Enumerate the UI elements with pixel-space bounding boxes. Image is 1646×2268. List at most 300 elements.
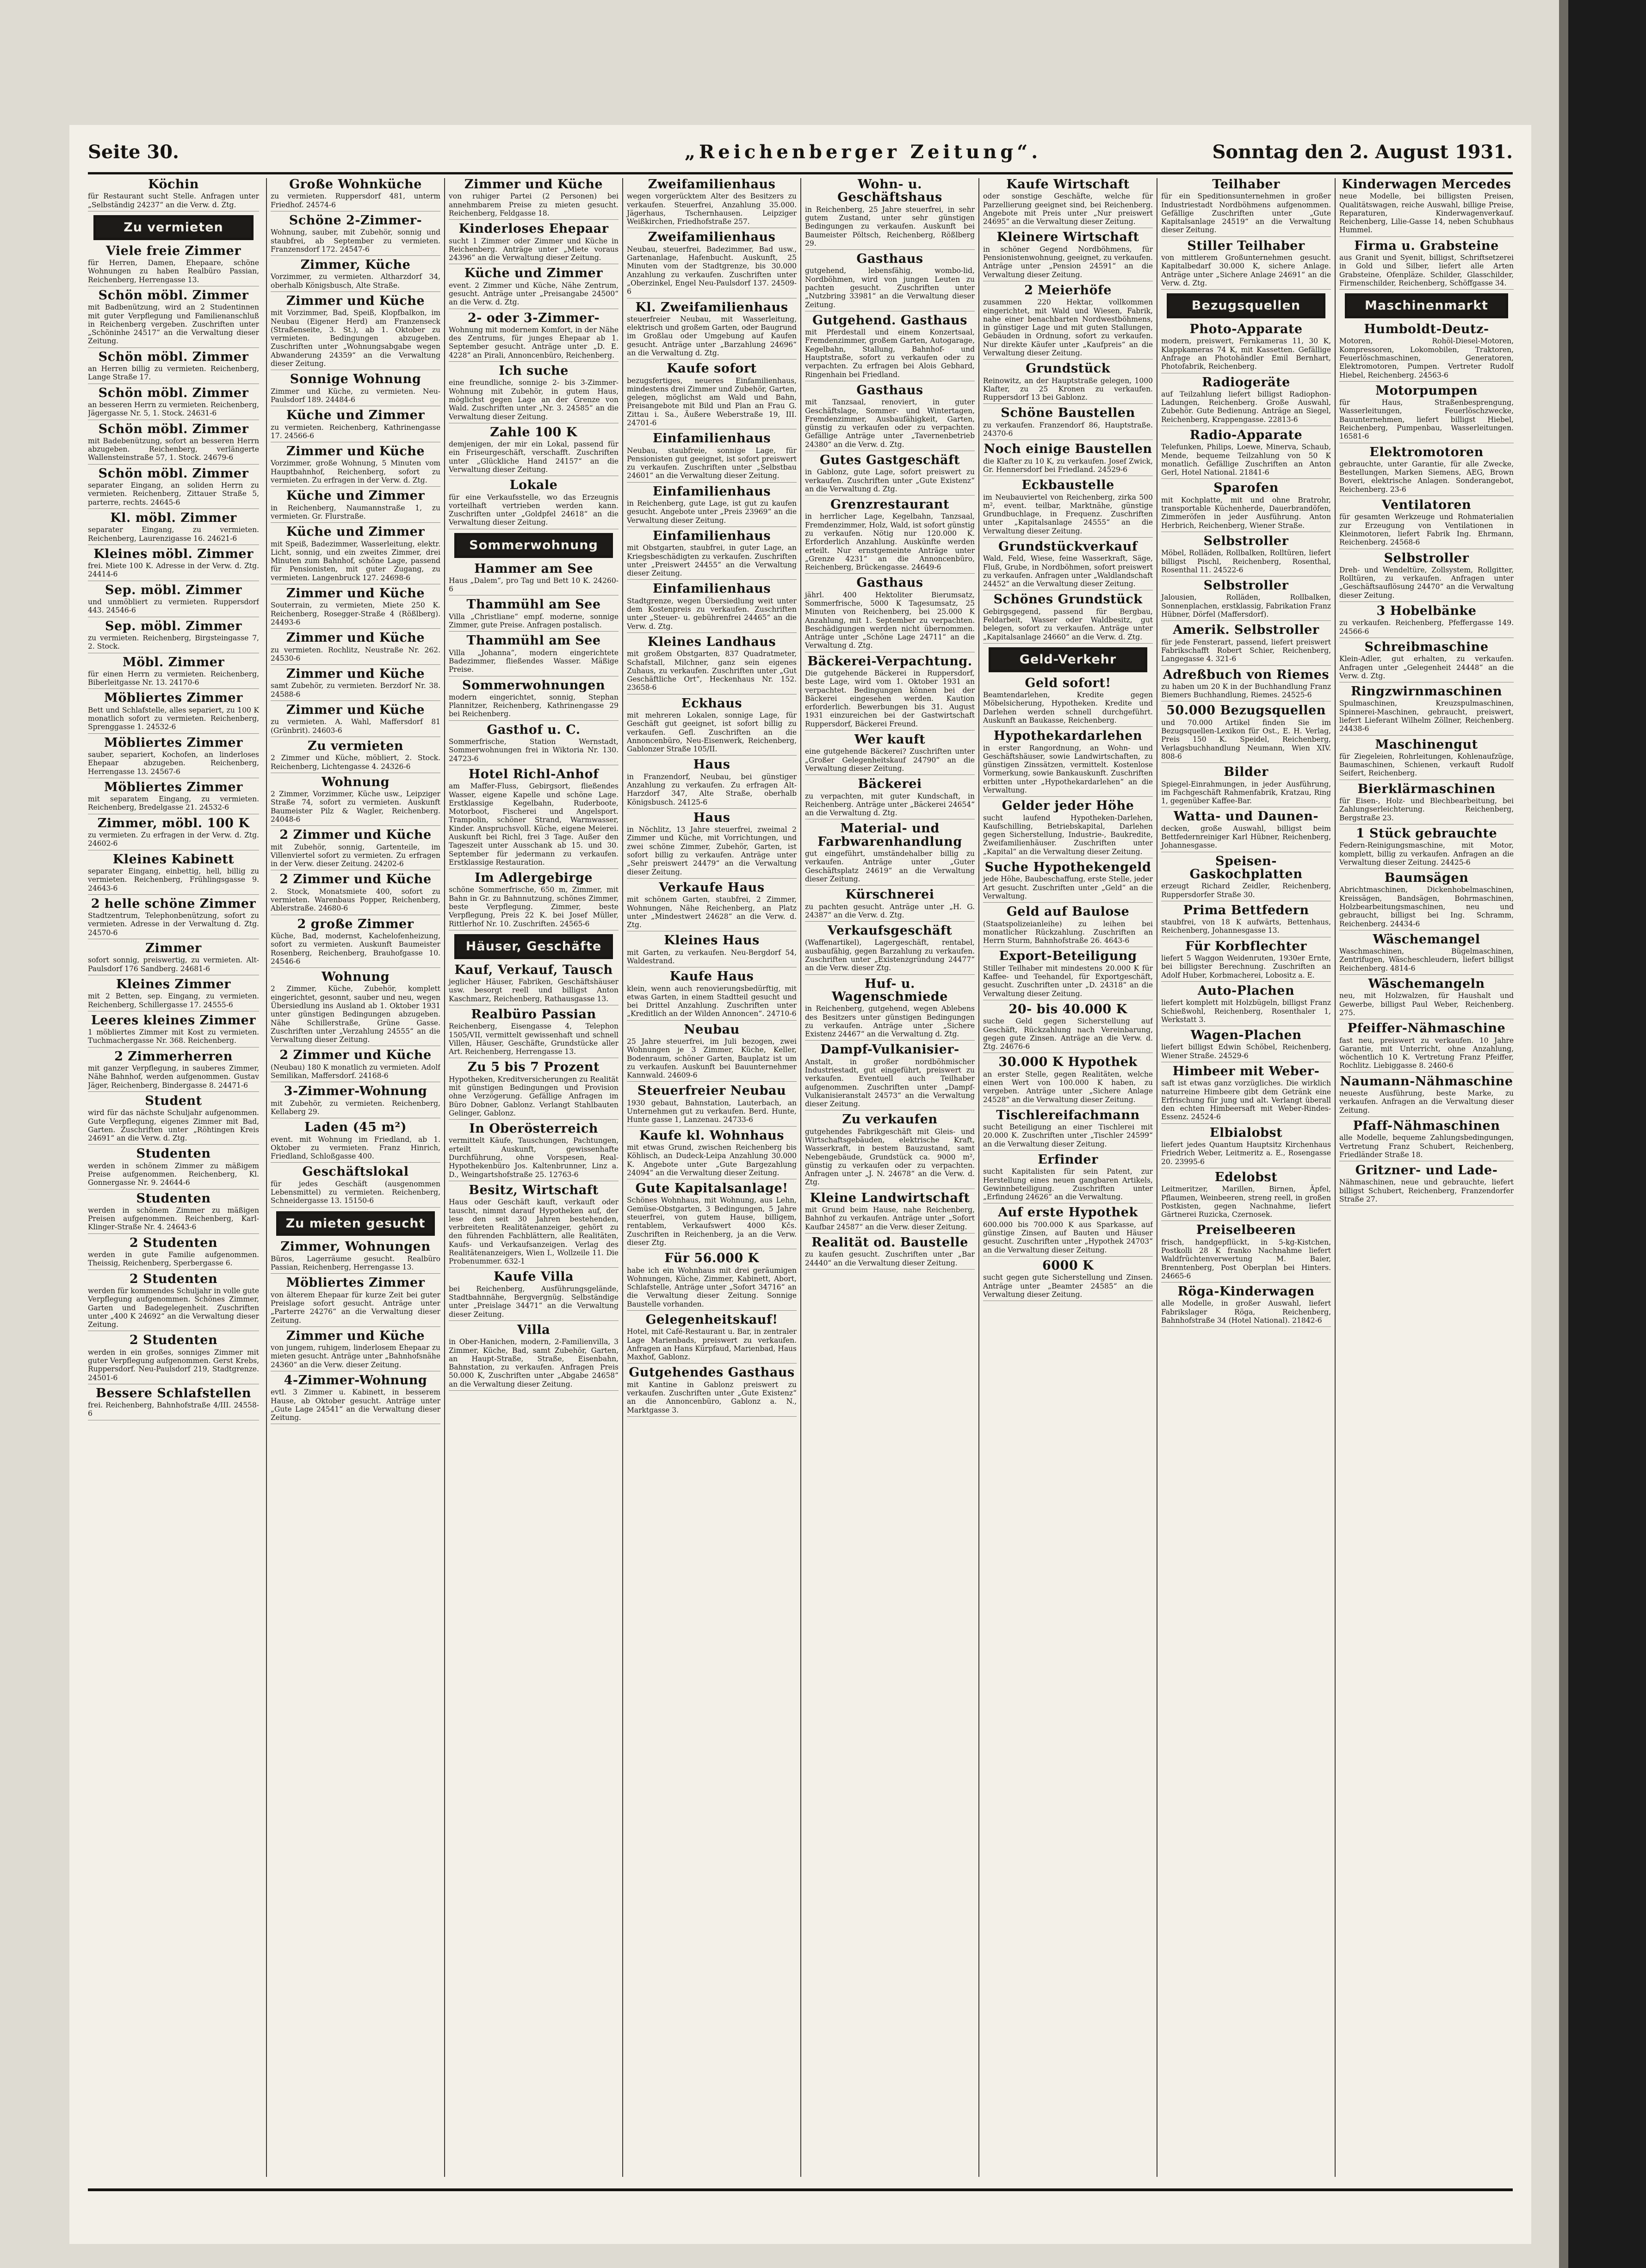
ad-heading: Kaufe Villa [493,1270,574,1284]
ad-heading: Bilder [1224,765,1269,780]
classified-ad [627,1023,797,1082]
ad-heading: 3-Zimmer-Wohnung [284,1084,427,1099]
ad-body: Leitmeritzer, Marillen, Birnen, Äpfel, Pflaumen, Weinbeeren, streng reell, in großen Postkisten, gegen Nachnahme, liefert Gärtnerei Ruzicka, Czernosek. [1161,1185,1331,1219]
classified-ad [449,1324,619,1391]
ad-heading: Auf erste Hypothek [998,1205,1138,1220]
ad-body: 2 Zimmer und Küche, möbliert, 2. Stock. Reichenberg, Lichtengasse 4. 24326-6 [271,754,440,771]
ad-body: vermittelt Käufe, Tauschungen, Pachtungen, erteilt Auskunft, gewissenhafte Durchführung, ohne Vorspesen, Real-Hypothekenbüro Jos. Kaltenbrunner, Linz a. D., Weingartshofstraße 25. 12763-6 [449,1136,619,1179]
classified-ad [805,384,975,451]
ad-heading: Möbliertes Zimmer [286,1276,425,1290]
classified-ad [271,1240,440,1274]
classified-ad [1339,552,1514,602]
ad-heading: Geschäftslokal [302,1165,409,1179]
ad-heading: Schön möbl. Zimmer [98,385,249,400]
classified-ad [271,373,440,406]
classified-ad [805,178,975,250]
ad-body: Stiller Teilhaber mit mindestens 20.000 K für Kaffee- und Teehandel, für Exportgeschäft, gesucht. Zuschriften unter „D. 24318“ an die Verwaltung dieser Zeitung. [983,964,1153,998]
classified-ad [627,881,797,931]
classified-ad [805,733,975,775]
classified-ad [1161,1029,1331,1062]
ad-heading: Zimmer, Wohnungen [280,1239,431,1254]
ad-body: zusammen 220 Hektar, vollkommen eingerichtet, mit Wald und Wiesen, Fabrik, nahe einer benachbarten Nordwestböhmens, in günstiger Lage und mit guten Stallungen, Gebäuden in Ordnung, sofort zu verkaufen. Nur direkte Käufer unter „Kaufpreis“ an die Verwaltung dieser Zeitung. [983,298,1153,357]
classified-ad [449,563,619,596]
column-5 [800,178,975,2177]
ad-body: mit Kantine in Gablonz preiswert zu verkaufen. Zuschriften unter „Gute Existenz“ an die Annoncenbüro, Gablonz a. N., Marktgasse 3. [627,1380,797,1414]
classified-ad [449,964,619,1005]
ad-body: gebrauchte, unter Garantie, für alle Zwecke, Bestellungen, Marken Siemens, AEG, Brown Boveri, elektrische Anlagen. Sonderangebot, Reichenberg. 23-6 [1339,459,1514,494]
ad-body: zu verkaufen. Reichenberg, Pfeffergasse 149. 24566-6 [1339,619,1514,636]
classified-ad [983,593,1153,643]
ad-body: zu haben um 20 K in der Buchhandlung Franz Biemers Buchhandlung, Riemes. 24525-6 [1161,682,1331,700]
classified-ad [88,1192,259,1234]
classified-ad [627,231,797,298]
ad-heading: 2 helle schöne Zimmer [91,896,256,911]
classified-ad [449,1008,619,1058]
ad-heading: Gasthaus [856,576,923,590]
ad-heading: Röga-Kinderwagen [1177,1284,1315,1299]
ad-heading: Studenten [136,1146,211,1161]
classified-ad [805,1192,975,1233]
ad-body: gutgehendes Fabrikgeschäft mit Gleis- und Wirtschaftsgebäuden, elektrische Kraft, Wasserkraft, in bestem Bauzustand, samt Nebengebäude, Grundstück ca. 9000 m², günstig zu verkaufen oder zu verpachten. Anfragen unter „J. N. 24678“ an die Verw. d. Ztg. [805,1127,975,1187]
ad-heading: Preiselbeeren [1196,1223,1296,1238]
ad-heading: Laden (45 m²) [304,1120,407,1135]
book-spine [1559,0,1646,2268]
ad-body: Stadtgrenze, wegen Übersiedlung weit unter dem Kostenpreis zu verkaufen. Zuschriften unter „Steuer- u. gebührenfrei 24465“ an die Verw. d. Ztg. [627,596,797,631]
classified-ad [983,730,1153,797]
section-banner: Sommerwohnung [454,533,613,558]
ad-body: modern, preiswert, Fernkameras 11, 30 K, Klappkameras 74 K, mit Kassetten. Gefällige Anfrage an Photohändler Emil Bernhart, Photofabrik, Reichenberg. [1161,337,1331,371]
ad-heading: Gute Kapitalsanlage! [635,1181,788,1196]
ad-body: Jalousien, Rolläden, Rollbalken, Sonnenplachen, erstklassig, Fabrikation Franz Hübner, Dörfel (Maffersdorf). [1161,593,1331,619]
classified-ad [805,888,975,922]
ad-heading: Adreßbuch von Riemes [1163,667,1330,682]
classified-ad [983,1109,1153,1151]
ad-body: Reichenberg, Eisengasse 4, Telephon 1505/VII, vermittelt gewissenhaft und schnell Villen, Häuser, Geschäfte, Grundstücke aller Art. Reichenberg, Herrengasse 13. [449,1022,619,1056]
ad-body: zu vermieten. Ruppersdorf 481, unterm Friedhof. 24574-6 [271,192,440,209]
ad-heading: Einfamilienhaus [652,528,771,543]
classified-ad [88,1014,259,1047]
ad-body: sucht laufend Hypotheken-Darlehen, Kaufschilling, Betriebskapital, Darlehen gegen Sicherstellung, Industrie-, Baukredite, Zweifamilienhäuser. Zuschriften unter „Kapital“ an die Verwaltung dieser Zeitung. [983,813,1153,856]
classified-ad [1161,1065,1331,1124]
ad-body: an erster Stelle, gegen Realitäten, welche einen Wert von 100.000 K haben, zu vergeben. Anträge unter „Sichere Anlage 24528“ an die Verwaltung dieser Zeitung. [983,1070,1153,1104]
ad-body: werden in gute Familie aufgenommen. Theissig, Reichenberg, Sperbergasse 6. [88,1251,259,1268]
page-header [69,141,1531,169]
ad-body: Telefunken, Philips, Loewe, Minerva, Schaub, Mende, bequeme Teilzahlung von 50 K monatlich. Gefällige Zuschriften an Anton Gerl, Hotel National. 21841-6 [1161,443,1331,477]
ad-body: Bett und Schlafstelle, alles separiert, zu 100 K monatlich sofort zu vermieten. Reichenberg, Sprenggasse 1. 24532-6 [88,706,259,731]
classified-ad [1161,904,1331,937]
ad-body: für eine Verkaufsstelle, wo das Erzeugnis vorteilhaft vertrieben werden kann. Zuschriften unter „Goldpfel 24618“ an die Verwaltung dieser Zeitung. [449,493,619,527]
ad-heading: Watta- und Daunen- [1173,809,1319,824]
ad-heading: Kaufe kl. Wohnhaus [639,1128,784,1143]
ad-body: mit 2 Betten, sep. Eingang, zu vermieten. Reichenberg, Schillergasse 17. 24555-6 [88,992,259,1009]
ad-body: oder sonstige Geschäfte, welche für Parzellierung geeignet sind, bei Reichenberg. Angebote mit Preis unter „Nur preiswert 24695“ an die Verwaltung dieser Zeitung. [983,192,1153,226]
ad-heading: Wohnung [321,775,390,789]
classified-ad [88,978,259,1011]
ad-heading: Kleine Landwirtschaft [810,1190,970,1205]
ad-heading: Noch einige Baustellen [984,442,1152,457]
ad-heading: Haus [693,757,730,772]
ad-heading: Kürschnerei [845,887,934,902]
ad-heading: Kaufe sofort [667,361,757,376]
ad-heading: Schönes Grundstück [993,592,1143,607]
ad-body: event. mit Wohnung im Friedland, ab 1. Oktober zu vermieten. Franz Hinrich, Friedland, Schloßgasse 400. [271,1135,440,1161]
ad-heading: Möbliertes Zimmer [104,735,243,750]
ad-heading: Gasthaus [856,252,923,266]
ad-body: sucht 1 Zimmer oder Zimmer und Küche in Reichenberg. Anträge unter „Miete voraus 24396“ an die Verwaltung dieser Zeitung. [449,236,619,262]
ad-heading: Zweifamilienhaus [648,178,776,192]
classified-ad [1339,641,1514,682]
ad-body: saft ist etwas ganz vorzügliches. Die wirklich naturreine Himbeere gibt dem Getränk eine Erfrischung für jung und alt. Verlangt überall den echten Himbeersaft mit Weber-Rindes-Essenz. 24524-6 [1161,1079,1331,1122]
ad-body: neu, mit Holzwalzen, für Haushalt und Gewerbe, billigst Paul Weber, Reichenberg. 275. [1339,991,1514,1017]
ad-heading: Baumsägen [1384,871,1469,886]
ad-body: alle Modelle, bequeme Zahlungsbedingungen, Vertretung Franz Schubert, Reichenberg, Friedländer Straße 18. [1339,1134,1514,1159]
ad-heading: Edelobst [1214,1170,1278,1184]
ad-heading: Zimmer, Küche [300,258,411,273]
ad-heading: Einfamilienhaus [652,484,771,499]
classified-ad [449,178,619,220]
ad-heading: Gasthof u. C. [487,722,581,737]
column-7 [1157,178,1331,2177]
classified-ad [1161,1285,1331,1327]
ad-heading: Gelegenheitskauf! [645,1312,778,1327]
classified-ad [1339,323,1514,382]
classified-ad [88,548,259,581]
ad-heading: 2 Studenten [129,1333,218,1348]
ad-body: Stadtzentrum, Telephonbenützung, sofort zu vermieten. Adresse in der Verwaltung d. Ztg. 24570-6 [88,911,259,937]
ad-heading: Schön möbl. Zimmer [98,349,249,364]
ad-body: (Neubau) 180 K monatlich zu vermieten. Adolf Semilikan, Maffersdorf. 24168-6 [271,1063,440,1080]
ad-body: von älterem Ehepaar für kurze Zeit bei guter Preislage sofort gesucht. Anträge unter „Parterre 24276“ an die Verwaltung dieser Zeitung. [271,1290,440,1325]
ad-heading: Zimmer und Küche [464,178,603,192]
ad-heading: Gritzner- und Lade- [1355,1163,1498,1178]
ad-body: jeglicher Häuser, Fabriken, Geschäftshäuser usw. besorgt reell und billigst Anton Kaschmarz, Reichenberg, Rathausgasse 13. [449,978,619,1003]
classified-ad [983,1056,1153,1106]
ad-heading: Eckbaustelle [1021,478,1114,493]
classified-ad [271,1085,440,1118]
ad-body: mit Vorzimmer, Bad, Speiß, Klopfbalkon, im Neubau (Eigener Herd) am Franzenseck (Straßenseite, 3. St.), ab 1. Oktober zu vermieten. Bedingungen abzugeben. Zuschriften unter „Wohnungsabgabe wegen Abwanderung 24359“ an die Verwaltung dieser Zeitung. [271,309,440,368]
classified-ad [449,1122,619,1181]
ad-heading: Firma u. Grabsteine [1354,238,1499,253]
page-number: Seite 30. [88,141,179,163]
ad-heading: Bäckerei-Verpachtung. [807,654,972,669]
classified-ad [449,365,619,423]
ad-body: Neubau, staubfreie, sonnige Lage, für Pensionisten gut geeignet, ist sofort preiswert zu verkaufen. Zuschriften unter „Selbstbau 24601“ an die Verwaltung dieser Zeitung. [627,446,797,480]
ad-body: für gesamten Werkzeuge und Rohmaterialien zur Erzeugung von Ventilationen in Kleinmotoren, liefert Fabrik Ing. Ehrmann, Reichenberg. 24568-6 [1339,513,1514,547]
ad-heading: Zimmer, möbl. 100 K [97,816,250,830]
ad-heading: Köchin [148,178,199,192]
ad-heading: Zimmer und Küche [286,702,425,717]
ad-heading: 2 Studenten [129,1235,218,1250]
classified-ad [1161,1171,1331,1221]
ad-body: zu verkaufen. Franzendorf 86, Hauptstraße. 24370-6 [983,421,1153,438]
ad-heading: Teilhaber [1212,178,1280,192]
ad-body: werden in schönem Zimmer zu mäßigem Preise aufgenommen. Reichenberg, Kl. Gonnergasse Nr. 9. 24644-6 [88,1161,259,1187]
classified-ad [805,1043,975,1110]
classified-ad [449,1061,619,1120]
classified-ad [983,178,1153,228]
classified-ad [449,768,619,869]
ad-heading: Thammühl am See [466,597,601,612]
ad-body: für einen Herrn zu vermieten. Reichenberg, Biberleitgasse Nr. 13. 24170-6 [88,669,259,687]
ad-body: in herrlicher Lage, Kegelbahn, Tanzsaal, Fremdenzimmer, Holz, Wald, ist sofort günstig zu verkaufen. Nötig nur 120.000 K. Erforderlich Anzahlung. Auskünfte werden erteilt. Nur ernstgemeinte Anträge unter „Grenze 4231“ an die Annoncenbüro, Reichenberg, Brückengasse. 24649-6 [805,512,975,572]
classified-ad [449,634,619,676]
classified-ad [1161,178,1331,237]
classified-ad [88,1387,259,1420]
ad-body: Beamtendarlehen, Kredite gegen Möbelsicherung, Hypotheken. Kredite und Darlehen werden schnell durchgeführt. Auskunft an Baukasse, Reichenberg. [983,691,1153,725]
spine-edge [1559,0,1568,2268]
classified-ad [983,861,1153,903]
ad-heading: Schön möbl. Zimmer [98,421,249,436]
ad-body: Küche, Bad, modernst, Kachelofenheizung, sofort zu vermieten. Auskunft Baumeister Rosenberg, Reichenberg, Brauhofgasse 10. 24546-6 [271,931,440,966]
ad-body: jede Höhe, Baubeschaffung, erste Stelle, jeder Art gesucht. Zuschriften unter „Geld“ an die Verwaltung. [983,875,1153,900]
ad-body: 2 Zimmer, Vorzimmer, Küche usw., Leipziger Straße 74, sofort zu vermieten. Auskunft Baumeister Pilz & Wagler, Reichenberg. 24048-6 [271,790,440,824]
classified-ad [983,407,1153,440]
classified-ad [805,576,975,652]
classified-ad [983,362,1153,404]
ad-body: liefert 5 Waggon Weidenruten, 1930er Ernte, bei billigster Berechnung. Zuschriften an Adolf Huber, Korbmacherei, Lobositz a. E. [1161,954,1331,979]
classified-ad [271,740,440,773]
ad-heading: Gasthaus [856,383,923,397]
ad-heading: Schön möbl. Zimmer [98,466,249,481]
ad-heading: 6000 K [1042,1258,1094,1273]
classified-ad [271,829,440,870]
classified-ad [88,737,259,778]
ad-heading: Möbl. Zimmer [122,655,225,669]
issue-date: Sonntag den 2. August 1931. [1212,141,1513,163]
ad-body: Federn-Reinigungsmaschine, mit Motor, komplett, billig zu verkaufen. Anfragen an die Verwaltung dieser Zeitung. 24425-6 [1339,841,1514,867]
ad-body: Villa „Johanna“, modern eingerichtete Badezimmer, fließendes Wasser. Mäßige Preise. [449,648,619,674]
ad-heading: Wohn- u. Geschäftshaus [837,178,942,205]
classified-ad [271,259,440,292]
classified-ad [271,971,440,1046]
ad-heading: 4-Zimmer-Wohnung [284,1373,427,1388]
classified-ad [627,301,797,360]
ad-body: zu vermieten. Zu erfragen in der Verw. d. Ztg. 24602-6 [88,831,259,848]
ad-heading: Eckhaus [681,696,743,711]
ad-heading: Kleines Zimmer [116,977,231,991]
ad-heading: Gutgehend. Gasthaus [812,313,968,328]
ad-body: demjenigen, der mir ein Lokal, passend für ein Friseurgeschäft, verschafft. Zuschriften unter „Glückliche Hand 24157“ an die Verwaltung dieser Zeitung. [449,440,619,474]
ad-body: fast neu, preiswert zu verkaufen. 10 Jahre Garantie, mit Unterricht, ohne Anzahlung, wöchentlich 10 K. Vertretung Franz Pfeiffer, Rochlitz. Liebiggasse 8. 2460-6 [1339,1036,1514,1070]
classified-ad [627,812,797,879]
ad-body: zu vermieten. Reichenberg, Kathrinengasse 17. 24566-6 [271,423,440,440]
ad-heading: 2 Zimmer und Küche [279,1048,432,1063]
ad-body: frisch, handgepflückt, in 5-kg-Kistchen, Postkolli 28 K franko Nachnahme liefert Waldfrüchtenverwertung M. Baier, Brenntenberg, Post Oberplan bei Hinters. 24665-6 [1161,1238,1331,1280]
ad-body: in schöner Gegend Nordböhmens, für Pensionistenwohnung, geeignet, zu verkaufen. Anträge unter „Pension 24591“ an die Verwaltung dieser Zeitung. [983,245,1153,279]
classified-ad [88,178,259,211]
ad-heading: Ventilatoren [1381,498,1472,513]
classified-ad [627,485,797,527]
ad-heading: Zweifamilienhaus [648,230,776,245]
ad-heading: 3 Hobelbänke [1376,603,1477,618]
ad-heading: Kinderwagen Mercedes [1342,178,1511,192]
ad-body: mit Tanzsaal, renoviert, in guter Geschäftslage, Sommer- und Wintertagen, Fremdenzimmer, Ausbaufähigkeit, Garten, günstig zu verkaufen oder zu verpachten. Gefällige Anträge unter „Tavernenbetrieb 24380“ an die Verw. d. Ztg. [805,398,975,449]
ad-body: event. 2 Zimmer und Küche, Nähe Zentrum, gesucht. Anträge unter „Preisangabe 24500“ an die Verw. d. Ztg. [449,281,619,307]
ad-body: an besseren Herrn zu vermieten. Reichenberg, Jägergasse Nr. 5, 1. Stock. 24631-6 [88,400,259,418]
ad-heading: 2 Zimmer und Küche [279,828,432,843]
classified-ad [449,1184,619,1268]
classified-ad [449,679,619,721]
ad-body: samt Zubehör, zu vermieten. Berzdorf Nr. 38. 24588-6 [271,682,440,699]
ad-body: sucht Kapitalisten für sein Patent, zur Herstellung eines neuen gangbaren Artikels, Gewinnbeteiligung. Zuschriften unter „Erfindung 24626“ an die Verwaltung. [983,1167,1153,1202]
ad-body: Möbel, Rolläden, Rollbalken, Rolltüren, liefert billigst Pischl, Reichenberg, Rosenthal, Rosenthal 11. 24522-6 [1161,549,1331,574]
ad-heading: Einfamilienhaus [652,431,771,446]
ad-body: in Reichenberg, Naumannstraße 1, zu vermieten. Gr. Flurstraße. [271,503,440,521]
ad-heading: Prima Bettfedern [1183,903,1309,917]
ad-body: Schönes Wohnhaus, mit Wohnung, aus Lehn, Gemüse-Obstgarten, 3 Bedingungen, 5 Jahre steuerfrei, von gutem Hause, billigem, rentablem, Verkaufswert 4000 Kčs. Zuschriften in Reichenberg, ja an die Verw. dieser Ztg. [627,1196,797,1247]
classified-ad [449,312,619,362]
ad-heading: Schöne Baustellen [1001,406,1135,421]
classified-ad [449,479,619,529]
ad-heading: Export-Beteiligung [999,949,1137,964]
ad-heading: 20- bis 40.000 K [1009,1002,1127,1016]
ad-heading: Haus [693,810,730,825]
ad-body: für Eisen-, Holz- und Blechbearbeitung, bei Zahlungserleichterung. Reichenberg, Bergstraße 23. [1339,797,1514,822]
ad-body: (Staatspolizeianleihe) zu leihen bei monatlicher Rückzahlung. Zuschriften an Herrn Sturm, Bahnhofstraße 26. 4643-6 [983,919,1153,945]
ad-body: an Herren billig zu vermieten. Reichenberg, Lange Straße 17. [88,365,259,382]
ad-heading: Selbstroller [1203,533,1289,548]
ad-heading: Huf- u. Wagenschmiede [832,976,948,1004]
ad-body: mit ganzer Verpflegung, in sauberes Zimmer, Nähe Bahnhof, werden aufgenommen. Gustav Jäger, Reichenberg, Bindergasse 8. 24471-6 [88,1064,259,1090]
ad-body: 2 Zimmer, Küche, Zubehör, komplett eingerichtet, gesonnt, sauber und neu, wegen Übersiedlung ins Ausland ab 1. Oktober 1931 unter günstigen Bedingungen abzugeben. Nähe Schillerstraße, Grüne Gasse. Zuschriften unter „Verzahlung 24555“ an die Verwaltung dieser Zeitung. [271,985,440,1044]
ad-heading: Naumann-Nähmaschine [1340,1074,1513,1089]
classified-ad [627,758,797,808]
classified-ad [1161,1224,1331,1283]
ad-body: frei. Miete 100 K. Adresse in der Verw. d. Ztg. 24414-6 [88,562,259,579]
ad-heading: 50.000 Bezugsquellen [1166,703,1326,718]
classified-ad [271,668,440,701]
ad-heading: Material- und Farbwarenhandlung [817,821,962,849]
classified-ad [627,432,797,482]
ad-heading: Photo-Apparate [1189,322,1303,337]
section-banner: Bezugsquellen [1167,293,1325,318]
ad-heading: Große Wohnküche [289,178,422,192]
classified-ad [271,526,440,584]
classified-ad [271,632,440,665]
ad-heading: Studenten [136,1191,211,1206]
ad-body: mit Badbenützung, wird an 2 Studentinnen mit guter Verpflegung und Familienanschluß in Reichenberg vergeben. Zuschriften unter „Schöninhe 24517“ an die Verwaltung dieser Zeitung. [88,303,259,346]
classified-ad [1339,738,1514,780]
ad-heading: 2 Meierhöfe [1024,283,1112,297]
ad-heading: Wäschemangel [1373,932,1480,947]
ad-heading: Himbeer mit Weber- [1172,1064,1320,1078]
classified-ad [88,387,259,420]
ad-heading: Sparofen [1213,481,1279,496]
ad-heading: Geld sofort! [1025,675,1111,690]
ad-heading: Zu 5 bis 7 Prozent [468,1060,600,1075]
section-banner: Maschinenmarkt [1345,293,1508,318]
ad-heading: Radiogeräte [1202,375,1290,390]
ad-heading: Stiller Teilhaber [1187,238,1305,253]
ad-body: 1930 gebaut, Bahnstation, Lauterbach, an Unternehmen gut zu verkaufen. Berd. Hunte, Hunte gasse 1, Lanzenau. 24733-6 [627,1098,797,1124]
ad-body: Villa „Christliane“ empf. moderne, sonnige Zimmer, gute Preise. Anfragen postalisch. [449,612,619,630]
ad-body: mit Speiß, Badezimmer, Wasserleitung, elektr. Licht, sonnig, und ein zweites Zimmer, drei Minuten zum Bahnhof, schöne Lage, passend für Pensionisten, mit guter Zugang, zu vermieten. Langenbruck 127. 24698-6 [271,539,440,582]
classified-ad [1161,1127,1331,1168]
ad-heading: Pfaff-Nähmaschinen [1353,1118,1500,1133]
ad-body: werden für kommendes Schuljahr in volle gute Verpflegung aufgenommen. Schönes Zimmer, Garten und Badegelegenheit. Zuschriften unter „400 K 24692“ an die Verwaltung dieser Zeitung. [88,1286,259,1329]
ad-body: Die gutgehende Bäckerei in Ruppersdorf, beste Lage, wird vom 1. Oktober 1931 an verpachtet. Bedingungen können bei der Bäckerei eingesehen werden. Kaution erforderlich. Bewerbungen bis 31. August 1931 einzureichen bei der Gastwirtschaft Ruppersdorf, Bäckerei Freund. [805,669,975,728]
classified-ad [627,934,797,967]
ad-heading: Erfinder [1038,1153,1098,1167]
ad-heading: Motorpumpen [1375,383,1478,398]
ad-heading: Kaufe Haus [669,969,754,984]
ad-body: zu verpachten, mit guter Kundschaft, in Reichenberg. Anträge unter „Bäckerei 24654“ an die Verwaltung d. Ztg. [805,792,975,818]
ad-heading: Kl. Zweifamilienhaus [635,300,788,315]
column-6 [978,178,1153,2177]
ad-heading: Gutes Gastgeschäft [819,452,960,467]
ad-body: mit Garten, zu verkaufen. Neu-Bergdorf 54, Waldestrand. [627,948,797,965]
ad-body: gutgehend, lebensfähig, wombo-lid, Nordböhmen, wird von jungen Leuten zu pachten gesucht. Zuschriften unter „Nutzbring 33981“ an die Verwaltung dieser Zeitung. [805,266,975,309]
section-banner: Zu mieten gesucht [276,1211,435,1236]
ad-heading: Im Adlergebirge [474,871,593,886]
ad-heading: Kleines Haus [664,933,760,948]
ad-heading: Gelder jeder Höhe [1002,799,1134,813]
ad-body: für jedes Geschäft (ausgenommen Lebensmittel) zu vermieten. Reichenberg, Schneidergasse 13. 15150-6 [271,1179,440,1205]
ad-heading: Gutgehendes Gasthaus [629,1365,795,1380]
ad-heading: Zu vermieten [307,738,404,753]
ad-heading: Amerik. Selbstroller [1173,623,1319,638]
ad-heading: Möbliertes Zimmer [104,691,243,706]
classified-ad [271,873,440,915]
ad-heading: Bierklärmaschinen [1357,781,1496,796]
classified-ad [983,799,1153,858]
classified-ad [88,423,259,465]
classified-ad [271,776,440,826]
ad-heading: Suche Hypothekengeld [984,860,1151,875]
ad-body: liefert jedes Quantum Hauptsitz Kirchenhaus Friedrich Weber, Leitmeritz a. E., Rosengasse 20. 23995-6 [1161,1140,1331,1166]
ad-heading: Für 56.000 K [664,1251,759,1266]
ad-heading: Pfeiffer-Nähmaschine [1347,1021,1506,1036]
ad-heading: Kleinere Wirtschaft [996,230,1139,245]
ad-body: in Reichenberg, gute Lage, ist gut zu kaufen gesucht. Angebote unter „Preis 23969“ an die Verwaltung dieser Zeitung. [627,499,797,525]
bottom-rule [88,2188,1513,2191]
ad-heading: Radio-Apparate [1189,428,1303,443]
ad-heading: Kauf, Verkauf, Tausch [454,962,613,977]
ad-body: sauber, separiert, Kochofen, an linderloses Ehepaar abzugeben. Reichenberg, Herrengasse 13. 24567-6 [88,750,259,776]
classified-ad [627,178,797,228]
ad-body: zu vermieten. Reichenberg, Birgsteingasse 7, 2. Stock. [88,633,259,651]
classified-ad [271,445,440,487]
ad-body: Nähmaschinen, neue und gebrauchte, liefert billigst Schubert, Reichenberg, Franzendorfer Straße 27. [1339,1178,1514,1203]
ad-heading: In Oberösterreich [469,1122,598,1136]
ad-body: mit Zubehör, zu vermieten. Reichenberg, Kellaberg 29. [271,1099,440,1116]
ad-heading: Zimmer und Küche [286,1328,425,1343]
classified-ad [805,1113,975,1189]
classified-ad [88,245,259,286]
ad-heading: Möbliertes Zimmer [104,780,243,794]
ad-body: für Herren, Damen, Ehepaare, schöne Wohnungen zu haben Realbüro Passian, Reichenberg, Herrengasse 13. [88,259,259,284]
classified-ad [805,655,975,731]
ad-heading: Grenzrestaurant [830,497,949,512]
ad-heading: Zimmer und Küche [286,444,425,459]
classified-ad [88,467,259,509]
ad-body: Neubau, steuerfrei, Badezimmer, Bad usw., Gartenanlage, Hafenbucht. Auskunft, 25 Minuten vom der Stadtgrenze, bis 30.000 Anzahlung zu verkaufen. Zuschriften unter „Oberzinkel, Engel Neu-Paulsdorf 137. 24509-6 [627,245,797,296]
ad-body: sucht Beteiligung an einer Tischlerei mit 20.000 K. Zuschriften unter „Tischler 24599“ an die Verwaltung dieser Zeitung. [983,1123,1153,1148]
ad-heading: Wohnung [321,970,390,985]
newspaper-title: „Reichenberger Zeitung“. [685,141,1042,163]
classified-ad [1339,1164,1514,1206]
classified-ad [88,853,259,895]
ad-body: schöne Sommerfrische, 650 m, Zimmer, mit Bahn in Gr. zu Bahnnutzung, schönes Zimmer, beste Verpflegung. Zimmer, beste Verpflegung, Preis 22 K. bei Josef Müller, Rittlerhof Nr. 10. Zuschriften. 24565-6 [449,886,619,928]
ad-heading: Realität od. Baustelle [811,1235,968,1250]
ad-body: mit mehreren Lokalen, sonnige Lage, für Geschäft gut geeignet, ist sofort billig zu verkaufen. Gefl. Zuschriften an die Annoncenbüro, Neu-Eisenwerk, Reichenberg, Gablonzer Straße 105/II. [627,711,797,754]
ad-body: von jungem, ruhigem, linderlosem Ehepaar zu mieten gesucht. Anträge unter „Bahnhofsnähe 24360“ an die Verw. dieser Zeitung. [271,1344,440,1369]
ad-heading: Hypothekardarlehen [993,729,1143,744]
ad-body: Klein-Adler, gut erhalten, zu verkaufen. Anfragen unter „Gelegenheit 24448“ an die Verw. d. Ztg. [1339,655,1514,680]
classified-ad [1161,482,1331,532]
ad-heading: Wäschemangeln [1368,977,1485,991]
ad-heading: Bessere Schlafstellen [96,1386,251,1400]
